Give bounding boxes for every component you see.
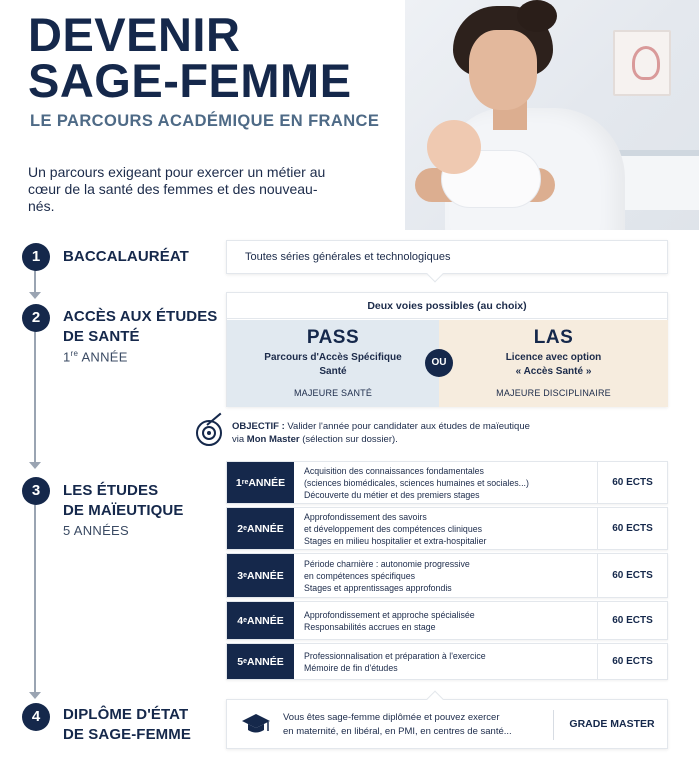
- anatomy-poster: [613, 30, 671, 96]
- year-row: [226, 553, 668, 598]
- hero-photo-midwife-with-newborn: [405, 0, 699, 230]
- year-ects: 60 ECTS: [597, 644, 667, 679]
- objectif-note: OBJECTIF : Valider l'année pour candidater aux études de maïeutique via Mon Master (sélection sur dossier).: [232, 421, 530, 445]
- year-row: [226, 601, 668, 640]
- step-number-3: 3: [22, 477, 50, 505]
- page-subtitle: LE PARCOURS ACADÉMIQUE EN FRANCE: [30, 112, 380, 130]
- diploma-card: [226, 699, 668, 749]
- las-description: Licence avec option « Accès Santé »: [505, 352, 602, 377]
- step-subtitle-premiere-annee: 1re ANNÉE: [63, 349, 128, 365]
- las-title: LAS: [533, 327, 574, 348]
- step-number-2: 2: [22, 304, 50, 332]
- year-description: Professionnalisation et préparation à l'exercice Mémoire de fin d'études: [304, 650, 486, 673]
- timeline-arrow: [29, 292, 41, 299]
- year-label: 5 e ANNÉE: [227, 644, 294, 679]
- pass-title: PASS: [306, 327, 360, 348]
- year-description: Acquisition des connaissances fondamentales (sciences biomédicales, sciences humaines et sociales...) Découverte du métier et des premiers stages: [304, 465, 529, 500]
- bac-info-card: Toutes séries générales et technologiques: [226, 240, 668, 274]
- pass-major: MAJEURE SANTÉ: [293, 388, 373, 398]
- year-ects: 60 ECTS: [597, 602, 667, 639]
- year-row: [226, 507, 668, 550]
- page-title: DEVENIR SAGE-FEMME: [28, 8, 352, 107]
- year-ects: 60 ECTS: [597, 554, 667, 597]
- year-ects: 60 ECTS: [597, 462, 667, 503]
- year-label: 3 e ANNÉE: [227, 554, 294, 597]
- pass-option: [227, 320, 439, 407]
- timeline-connector: [34, 270, 36, 294]
- graduation-cap-icon: [241, 712, 271, 736]
- timeline-connector: [34, 331, 36, 464]
- year-description: Approfondissement et approche spécialisée Responsabilités accrues en stage: [304, 609, 475, 632]
- las-option: [439, 320, 668, 407]
- step-title-etudes-maieutique: LES ÉTUDES DE MAÏEUTIQUE: [63, 482, 184, 519]
- step-title-acces-sante: ACCÈS AUX ÉTUDES DE SANTÉ: [63, 308, 218, 345]
- timeline-arrow: [29, 692, 41, 699]
- year-ects: 60 ECTS: [597, 508, 667, 549]
- step-subtitle-cinq-annees: 5 ANNÉES: [63, 523, 129, 538]
- step-title-diplome: DIPLÔME D'ÉTAT DE SAGE-FEMME: [63, 706, 191, 743]
- year-label: 1 re ANNÉE: [227, 462, 294, 503]
- step-number-4: 4: [22, 703, 50, 731]
- grade-master-label: GRADE MASTER: [569, 718, 655, 730]
- pass-description: Parcours d'Accès Spécifique Santé: [264, 352, 402, 377]
- timeline-connector: [34, 504, 36, 694]
- step-number-1: 1: [22, 243, 50, 271]
- year-row: [226, 461, 668, 504]
- access-paths-card: [226, 292, 668, 407]
- year-label: 2 e ANNÉE: [227, 508, 294, 549]
- year-description: Période charnière : autonomie progressive en compétences spécifiques Stages et apprentissages approfondis: [304, 558, 470, 593]
- year-row: [226, 643, 668, 680]
- las-major: MAJEURE DISCIPLINAIRE: [496, 388, 611, 398]
- years-table: [226, 461, 668, 683]
- paths-header: Deux voies possibles (au choix): [227, 293, 667, 319]
- intro-text: Un parcours exigeant pour exercer un métier au cœur de la santé des femmes et des nouveau-nés.: [28, 164, 326, 214]
- year-description: Approfondissement des savoirs et développement des compétences cliniques Stages en milieu hospitalier et extra-hospitalier: [304, 511, 487, 546]
- timeline-arrow: [29, 462, 41, 469]
- diploma-description: Vous êtes sage-femme diplômée et pouvez exercer en maternité, en libéral, en PMI, en centres de santé...: [283, 712, 512, 737]
- or-badge: OU: [425, 349, 453, 377]
- year-label: 4 e ANNÉE: [227, 602, 294, 639]
- step-title-baccalaureat: BACCALAURÉAT: [63, 248, 189, 265]
